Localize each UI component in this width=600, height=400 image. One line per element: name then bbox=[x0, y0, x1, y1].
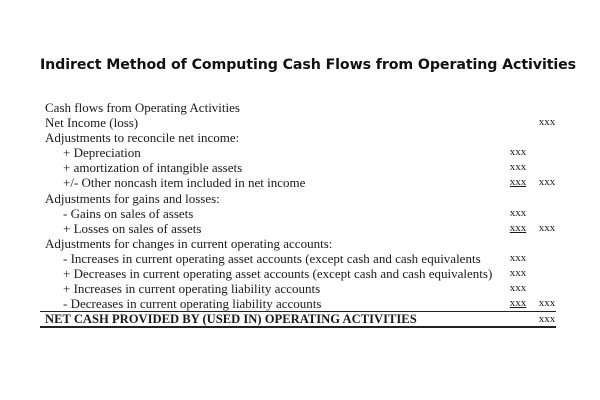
row-label: + Increases in current operating liability accounts bbox=[63, 281, 321, 297]
row-label: - Decreases in current operating liability accounts bbox=[63, 296, 322, 312]
row-value: xxx bbox=[509, 161, 527, 174]
row-total-value: xxx bbox=[538, 116, 556, 129]
row-label: + Losses on sales of assets bbox=[63, 220, 202, 236]
statement-row-header bbox=[40, 100, 556, 115]
row-label: - Increases in current operating asset accounts (except cash and cash equivalents bbox=[63, 250, 481, 266]
row-value: xxx bbox=[509, 251, 527, 264]
statement-row-asset-increases bbox=[40, 251, 556, 266]
statement-row-section bbox=[40, 236, 556, 251]
row-value: xxx bbox=[509, 176, 527, 189]
row-label: + Depreciation bbox=[63, 145, 141, 161]
row-total-value: xxx bbox=[538, 297, 556, 310]
statement-row-section bbox=[40, 130, 556, 145]
row-label: - Gains on sales of assets bbox=[63, 205, 194, 221]
statement-row-depreciation bbox=[40, 145, 556, 160]
row-total-value: xxx bbox=[538, 221, 556, 234]
statement-row-net-cash bbox=[40, 311, 556, 328]
row-total-value: xxx bbox=[538, 313, 556, 326]
row-label: Adjustments to reconcile net income: bbox=[45, 130, 240, 146]
statement-row-other-noncash bbox=[40, 175, 556, 190]
statement-row-liability-increases bbox=[40, 281, 556, 296]
row-label: Net Income (loss) bbox=[45, 115, 139, 131]
row-value: xxx bbox=[509, 146, 527, 159]
statement-row-liability-decreases bbox=[40, 296, 556, 311]
statement-row-gains bbox=[40, 206, 556, 221]
row-value: xxx bbox=[509, 221, 527, 234]
row-label: Cash flows from Operating Activities bbox=[45, 100, 240, 115]
row-label: +/- Other noncash item included in net income bbox=[63, 175, 306, 191]
statement-row-asset-decreases bbox=[40, 266, 556, 281]
row-total-value: xxx bbox=[538, 176, 556, 189]
row-value: xxx bbox=[509, 297, 527, 310]
row-label: + amortization of intangible assets bbox=[63, 160, 243, 176]
row-value: xxx bbox=[509, 267, 527, 280]
cash-flow-statement bbox=[40, 100, 556, 328]
row-label: + Decreases in current operating asset accounts (except cash and cash equivalents) bbox=[63, 266, 493, 282]
statement-row-amortization bbox=[40, 160, 556, 175]
statement-row-section bbox=[40, 191, 556, 206]
page-title: Indirect Method of Computing Cash Flows from Operating Activities bbox=[40, 57, 577, 73]
row-label: Adjustments for gains and losses: bbox=[45, 190, 220, 206]
row-value: xxx bbox=[509, 282, 527, 295]
statement-row-net-income bbox=[40, 115, 556, 130]
row-value: xxx bbox=[509, 206, 527, 219]
row-label: NET CASH PROVIDED BY (USED IN) OPERATING ACTIVITIES bbox=[45, 312, 417, 327]
statement-row-losses bbox=[40, 221, 556, 236]
row-label: Adjustments for changes in current operating accounts: bbox=[45, 235, 333, 251]
